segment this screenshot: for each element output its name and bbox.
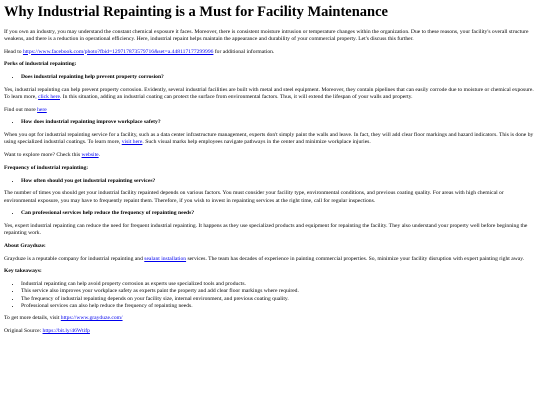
frequency-paragraph: The number of times you should get your industrial facility repainted depends on various factors. You must consider your facility type, environmental conditions, and previous coating quality. For areas with high chemical or environmental exposure, you may have to frequently repaint them. Therefore, if you wish to invest in repainting services at the right time, call for regular inspections. — [4, 190, 504, 204]
corrosion-paragraph: Yes, industrial repainting can help prevent property corrosion. Evidently, several industrial facilities are built with metal and steel equipment. Moreover, they contain pipelines that can easily corrode due to moisture or chemical exposure. To learn more, click here. In this situation, adding an industrial coating can protect the surface from environmental factors. Thus, it will extend the lifespan of your walls and property. — [4, 86, 534, 100]
question-safety: • How does industrial repainting improve workplace safety? — [21, 119, 536, 126]
question-frequency: • How often should you get industrial repainting services? — [21, 178, 536, 185]
visit-here-link[interactable]: visit here — [121, 139, 143, 146]
list-item: • This service also improves your workplace safety as experts paint the property and add clear floor markings where required. — [21, 288, 536, 295]
question-list-1 — [4, 74, 536, 81]
click-here-link[interactable]: click here — [38, 93, 60, 100]
perks-heading: Perks of industrial repainting: — [4, 61, 77, 68]
list-item: • The frequency of industrial repainting depends on your facility size, internal environment, and previous coating quality. — [21, 296, 536, 303]
explore-paragraph: Want to explore more? Check this website. — [4, 152, 101, 159]
find-out-paragraph: Find out more here — [4, 106, 47, 113]
source-link[interactable]: https://bit.ly/46Wtifp — [42, 328, 90, 335]
source-paragraph: Original Source: https://bit.ly/46Wtifp — [4, 328, 90, 335]
intro-paragraph: If you own an industry, you may understand the constant chemical exposure it faces. Moreover, there is consistent moisture intrusion or temperature changes within the organization. Due to these reasons, your facility's overall structure weakens, and there is a reduction in operational efficiency. Here, industrial repaint helps maintain the appearance and durability of your commercial property. Let's discuss this further. — [4, 28, 529, 42]
about-paragraph: Grayduze is a reputable company for industrial repainting and sealant installation services. The team has decades of experience in painting commercial properties. So, minimize your facility disruption with expert painting right away. — [4, 255, 525, 262]
professional-paragraph: Yes, expert industrial repainting can reduce the need for frequent industrial repainting. It happens as they use specialized products and equipment for repainting the facility. They also understand your property well before beginning the repainting work. — [4, 223, 528, 237]
takeaways-heading: Key takeaways: — [4, 268, 42, 275]
question-list-2 — [4, 119, 536, 126]
frequency-heading: Frequency of industrial repainting: — [4, 164, 89, 171]
list-item: • Industrial repainting can help avoid property corrosion as experts use specialized tools and products. — [21, 281, 536, 288]
facebook-link[interactable]: https://www.facebook.com/photo?fbid=129717873579716&set=a.448117177299996 — [22, 48, 214, 55]
grayduze-link[interactable]: https://www.grayduze.com/ — [60, 315, 123, 322]
website-link[interactable]: website — [81, 152, 99, 159]
head-to-paragraph: Head to https://www.facebook.com/photo?fbid=129717873579716&set=a.448117177299996 for additional information. — [4, 48, 275, 55]
sealant-installation-link[interactable]: sealant installation — [144, 255, 187, 262]
more-details-paragraph: To get more details, visit https://www.grayduze.com/ — [4, 315, 123, 322]
takeaways-list — [4, 281, 536, 310]
question-corrosion: • Does industrial repainting help prevent property corrosion? — [21, 74, 536, 81]
here-link[interactable]: here — [37, 106, 47, 113]
list-item: • Professional services can also help reduce the frequency of repainting needs. — [21, 303, 536, 310]
question-professional: • Can professional services help reduce the frequency of repainting needs? — [21, 210, 536, 217]
question-list-3 — [4, 178, 536, 185]
safety-paragraph: When you opt for industrial repainting service for a facility, such as a data center infrastructure management, experts don't simply paint the walls and leave. In fact, they will add clear floor markings and hazard indicators. This is done by using specialized industrial coatings. To learn more, visit here. Such visual marks help employees navigate pathways in the center and minimize workplace injuries. — [4, 132, 534, 146]
page-title: Why Industrial Repainting is a Must for Facility Maintenance — [4, 4, 388, 20]
question-list-4 — [4, 210, 536, 217]
about-heading: About Grayduze: — [4, 242, 46, 249]
